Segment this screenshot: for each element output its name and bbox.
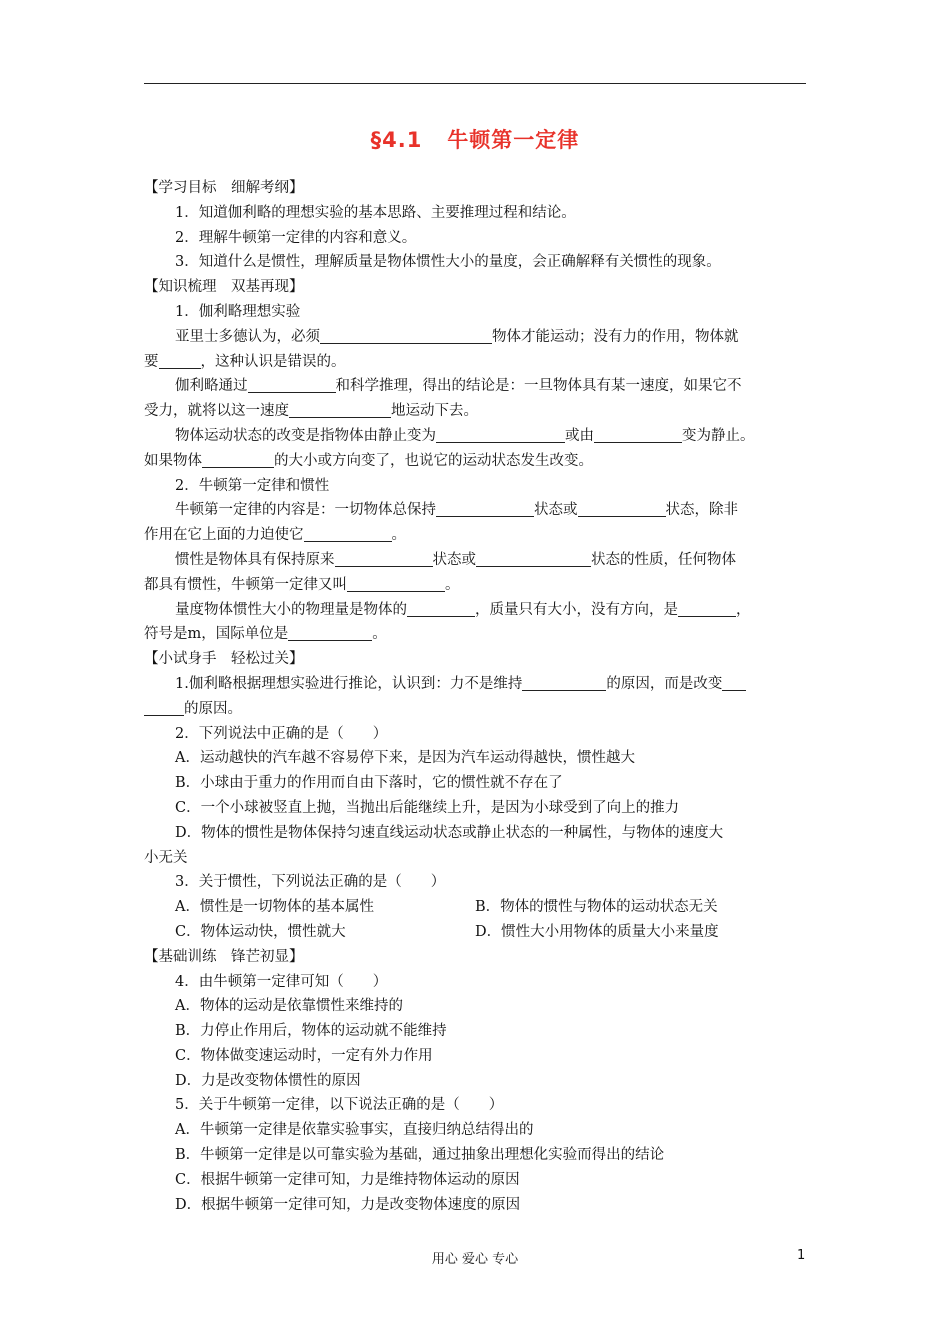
option-d: D．惯性大小用物体的质量大小来量度: [475, 923, 719, 940]
header-rule: [144, 83, 806, 84]
blank: [407, 600, 475, 617]
section-heading-training: 【基础训练 锋芒初显】: [144, 948, 304, 965]
question-5: 5．关于牛顿第一定律，以下说法正确的是（ ）: [175, 1097, 504, 1114]
subheading-newton: 2．牛顿第一定律和惯性: [175, 477, 330, 494]
option-a: A．运动越快的汽车越不容易停下来，是因为汽车运动得越快，惯性越大: [175, 750, 635, 767]
paragraph-mass-cont: 符号是m，国际单位是 。: [144, 626, 387, 643]
paragraph-motion-state: 物体运动状态的改变是指物体由静止变为 或由 变为静止。: [175, 427, 755, 444]
blank: [248, 376, 336, 393]
paragraph-aristotle: 亚里士多德认为，必须 物体才能运动；没有力的作用，物体就: [175, 328, 739, 345]
blank: [320, 327, 492, 344]
question-2: 2．下列说法中正确的是（ ）: [175, 725, 388, 742]
option-b: B．小球由于重力的作用而自由下落时，它的惯性就不存在了: [175, 775, 563, 792]
blank: [202, 451, 274, 468]
page-title: §4.1 牛顿第一定律: [370, 128, 580, 152]
blank: [722, 674, 746, 691]
blank: [594, 426, 682, 443]
paragraph-motion-state-cont: 如果物体 的大小或方向变了，也说它的运动状态发生改变。: [144, 452, 593, 469]
option-c: C．一个小球被竖直上抛，当抛出后能继续上升，是因为小球受到了向上的推力: [175, 799, 680, 816]
option-row: [144, 920, 808, 945]
option-row: [144, 895, 808, 920]
blank: [159, 352, 201, 369]
option-c: C．根据牛顿第一定律可知，力是维持物体运动的原因: [175, 1171, 520, 1188]
blank: [288, 624, 372, 641]
paragraph-mass: 量度物体惯性大小的物理量是物体的 ，质量只有大小，没有方向，是 ，: [175, 601, 751, 618]
page-footer: 用心 爱心 专心: [431, 1252, 519, 1267]
option-d-cont: 小无关: [144, 849, 188, 866]
section-heading-quiz: 【小试身手 轻松过关】: [144, 651, 304, 668]
section-heading-goals: 【学习目标 细解考纲】: [144, 180, 304, 196]
document-body: [144, 176, 808, 1217]
blank: [335, 550, 433, 567]
goal-item: 3．知道什么是惯性，理解质量是物体惯性大小的量度，会正确解释有关惯性的现象。: [175, 254, 721, 271]
option-c: C．物体做变速运动时，一定有外力作用: [175, 1047, 433, 1064]
blank: [289, 401, 391, 418]
blank: [578, 500, 666, 517]
question-1-cont: 的原因。: [144, 697, 808, 722]
paragraph-first-law: 牛顿第一定律的内容是：一切物体总保持 状态或 状态，除非: [175, 502, 738, 519]
option-d: D．力是改变物体惯性的原因: [175, 1072, 361, 1089]
paragraph-galileo-cont: 受力，就将以这一速度 地运动下去。: [144, 403, 478, 420]
paragraph-aristotle-cont: 要 ，这种认识是错误的。: [144, 353, 346, 370]
goal-item: 2．理解牛顿第一定律的内容和意义。: [175, 229, 417, 246]
blank: [304, 525, 392, 542]
blank: [436, 426, 565, 443]
option-c: C．物体运动快，惯性就大: [175, 923, 346, 940]
paragraph-first-law-cont: 作用在它上面的力迫使它 。: [144, 527, 406, 544]
paragraph-inertia-cont: 都具有惯性，牛顿第一定律又叫 。: [144, 576, 460, 593]
option-a: A．牛顿第一定律是依靠实验事实，直接归纳总结得出的: [175, 1122, 534, 1139]
question-3: 3．关于惯性，下列说法正确的是（ ）: [175, 874, 446, 891]
blank: [678, 600, 736, 617]
option-d: D．物体的惯性是物体保持匀速直线运动状态或静止状态的一种属性，与物体的速度大: [175, 824, 724, 841]
blank: [476, 550, 591, 567]
option-a: A．惯性是一切物体的基本属性: [175, 899, 374, 916]
option-d: D．根据牛顿第一定律可知，力是改变物体速度的原因: [175, 1196, 521, 1213]
blank: [436, 500, 534, 517]
question-1: 1.伽利略根据理想实验进行推论，认识到：力不是维持 的原因，而是改变: [144, 672, 808, 697]
subheading-galileo: 1．伽利略理想实验: [175, 303, 301, 320]
page-number: 1: [797, 1248, 806, 1263]
blank: [144, 699, 184, 716]
option-b: B．物体的惯性与物体的运动状态无关: [475, 899, 718, 916]
paragraph-inertia: 惯性是物体具有保持原来 状态或 状态的性质，任何物体: [175, 551, 736, 568]
option-b: B．牛顿第一定律是以可靠实验为基础，通过抽象出理想化实验而得出的结论: [175, 1147, 665, 1164]
option-b: B．力停止作用后，物体的运动就不能维持: [175, 1023, 447, 1040]
blank: [522, 674, 606, 691]
question-4: 4．由牛顿第一定律可知（ ）: [175, 973, 388, 990]
blank: [347, 575, 445, 592]
paragraph-galileo: 伽利略通过 和科学推理，得出的结论是：一旦物体具有某一速度，如果它不: [175, 378, 742, 395]
option-a: A．物体的运动是依靠惯性来维持的: [175, 998, 403, 1015]
section-heading-knowledge: 【知识梳理 双基再现】: [144, 279, 304, 296]
goal-item: 1．知道伽利略的理想实验的基本思路、主要推理过程和结论。: [175, 204, 576, 221]
